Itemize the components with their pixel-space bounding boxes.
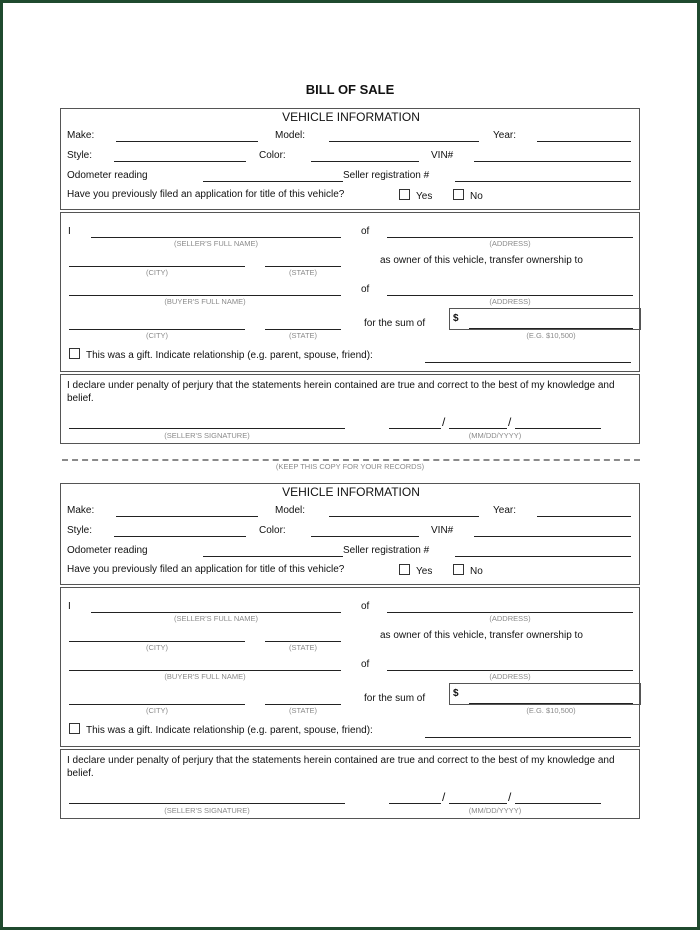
seller-signature-caption: (SELLER'S SIGNATURE) — [164, 806, 250, 815]
seller-name-caption: (SELLER'S FULL NAME) — [173, 239, 259, 248]
vin-label: VIN# — [431, 150, 454, 161]
dollar-sign: $ — [453, 688, 459, 699]
seller-state-caption: (STATE) — [288, 268, 318, 277]
seller-registration-label: Seller registration # — [343, 170, 430, 181]
seller-registration-label: Seller registration # — [343, 545, 430, 556]
date-year-field[interactable] — [515, 803, 601, 804]
title-yes-label: Yes — [416, 566, 433, 577]
model-field[interactable] — [329, 141, 479, 142]
year-field[interactable] — [537, 516, 631, 517]
vin-field[interactable] — [474, 161, 631, 162]
buyer-state-caption: (STATE) — [288, 706, 318, 715]
date-slash-1: / — [442, 415, 446, 429]
seller-registration-field[interactable] — [455, 556, 631, 557]
seller-registration-field[interactable] — [455, 181, 631, 182]
gift-checkbox[interactable] — [69, 348, 80, 359]
dollar-sign: $ — [453, 313, 459, 324]
sum-field[interactable] — [469, 703, 633, 704]
date-format-caption: (MM/DD/YYYY) — [468, 431, 522, 440]
odometer-label: Odometer reading — [67, 545, 148, 556]
seller-address-caption: (ADDRESS) — [489, 614, 531, 623]
page-title: BILL OF SALE — [305, 82, 395, 97]
style-field[interactable] — [114, 536, 246, 537]
gift-checkbox[interactable] — [69, 723, 80, 734]
vehicle-info-section — [60, 483, 640, 585]
seller-name-field[interactable] — [91, 237, 341, 238]
color-field[interactable] — [311, 536, 419, 537]
seller-state-field[interactable] — [265, 641, 341, 642]
title-question: Have you previously filed an application for title of this vehicle? — [67, 189, 345, 200]
model-label: Model: — [275, 130, 306, 141]
buyer-name-field[interactable] — [69, 295, 341, 296]
style-label: Style: — [67, 150, 93, 161]
vehicle-info-section — [60, 108, 640, 210]
buyer-address-caption: (ADDRESS) — [489, 297, 531, 306]
year-field[interactable] — [537, 141, 631, 142]
buyer-name-caption: (BUYER'S FULL NAME) — [164, 297, 246, 306]
date-month-field[interactable] — [389, 803, 441, 804]
buyer-state-field[interactable] — [265, 704, 341, 705]
seller-address-field[interactable] — [387, 612, 633, 613]
buyer-city-caption: (CITY) — [145, 331, 169, 340]
seller-city-field[interactable] — [69, 641, 245, 642]
seller-city-field[interactable] — [69, 266, 245, 267]
i-label: I — [68, 601, 71, 612]
date-format-caption: (MM/DD/YYYY) — [468, 806, 522, 815]
date-slash-1: / — [442, 790, 446, 804]
gift-relationship-field[interactable] — [425, 362, 631, 363]
transfer-text: as owner of this vehicle, transfer ownership to — [380, 630, 583, 641]
sum-box — [449, 683, 641, 705]
of-label-buyer: of — [361, 284, 370, 295]
seller-signature-caption: (SELLER'S SIGNATURE) — [164, 431, 250, 440]
gift-relationship-field[interactable] — [425, 737, 631, 738]
title-no-label: No — [470, 566, 483, 577]
title-yes-checkbox[interactable] — [399, 564, 410, 575]
date-slash-2: / — [508, 415, 512, 429]
sum-label: for the sum of — [364, 693, 426, 704]
odometer-label: Odometer reading — [67, 170, 148, 181]
make-field[interactable] — [116, 141, 258, 142]
buyer-address-caption: (ADDRESS) — [489, 672, 531, 681]
seller-address-field[interactable] — [387, 237, 633, 238]
year-label: Year: — [493, 505, 516, 516]
make-label: Make: — [67, 130, 95, 141]
title-question: Have you previously filed an application for title of this vehicle? — [67, 564, 345, 575]
of-label-buyer: of — [361, 659, 370, 670]
buyer-city-field[interactable] — [69, 704, 245, 705]
make-label: Make: — [67, 505, 95, 516]
year-label: Year: — [493, 130, 516, 141]
vehicle-info-heading: VEHICLE INFORMATION — [282, 110, 420, 124]
color-label: Color: — [259, 525, 286, 536]
gift-label: This was a gift. Indicate relationship (e.g. parent, spouse, friend): — [86, 725, 373, 736]
seller-signature-field[interactable] — [69, 428, 345, 429]
color-field[interactable] — [311, 161, 419, 162]
buyer-address-field[interactable] — [387, 670, 633, 671]
sum-box — [449, 308, 641, 330]
seller-city-caption: (CITY) — [145, 643, 169, 652]
title-no-checkbox[interactable] — [453, 189, 464, 200]
model-label: Model: — [275, 505, 306, 516]
declaration-section — [60, 749, 640, 819]
make-field[interactable] — [116, 516, 258, 517]
style-label: Style: — [67, 525, 93, 536]
date-day-field[interactable] — [449, 428, 507, 429]
seller-state-field[interactable] — [265, 266, 341, 267]
gift-label: This was a gift. Indicate relationship (e.g. parent, spouse, friend): — [86, 350, 373, 361]
vin-label: VIN# — [431, 525, 454, 536]
sum-field[interactable] — [469, 328, 633, 329]
buyer-state-field[interactable] — [265, 329, 341, 330]
color-label: Color: — [259, 150, 286, 161]
buyer-name-field[interactable] — [69, 670, 341, 671]
date-year-field[interactable] — [515, 428, 601, 429]
parties-section — [60, 587, 640, 747]
seller-state-caption: (STATE) — [288, 643, 318, 652]
declaration-text: I declare under penalty of perjury that the statements herein contained are true and correct to the best of my knowledge and belief. — [67, 755, 615, 779]
declaration-section — [60, 374, 640, 444]
sum-label: for the sum of — [364, 318, 426, 329]
odometer-field[interactable] — [203, 181, 343, 182]
date-month-field[interactable] — [389, 428, 441, 429]
seller-name-field[interactable] — [91, 612, 341, 613]
cut-line — [62, 459, 640, 461]
title-no-label: No — [470, 191, 483, 202]
sum-example-caption: (E.G. $10,500) — [526, 331, 576, 340]
model-field[interactable] — [329, 516, 479, 517]
title-no-checkbox[interactable] — [453, 564, 464, 575]
date-day-field[interactable] — [449, 803, 507, 804]
declaration-text: I declare under penalty of perjury that the statements herein contained are true and correct to the best of my knowledge and belief. — [67, 380, 615, 404]
title-yes-checkbox[interactable] — [399, 189, 410, 200]
of-label: of — [361, 601, 370, 612]
buyer-state-caption: (STATE) — [288, 331, 318, 340]
seller-address-caption: (ADDRESS) — [489, 239, 531, 248]
transfer-text: as owner of this vehicle, transfer ownership to — [380, 255, 583, 266]
parties-section — [60, 212, 640, 372]
title-yes-label: Yes — [416, 191, 433, 202]
of-label: of — [361, 226, 370, 237]
style-field[interactable] — [114, 161, 246, 162]
i-label: I — [68, 226, 71, 237]
sum-example-caption: (E.G. $10,500) — [526, 706, 576, 715]
seller-city-caption: (CITY) — [145, 268, 169, 277]
odometer-field[interactable] — [203, 556, 343, 557]
seller-signature-field[interactable] — [69, 803, 345, 804]
seller-name-caption: (SELLER'S FULL NAME) — [173, 614, 259, 623]
date-slash-2: / — [508, 790, 512, 804]
buyer-name-caption: (BUYER'S FULL NAME) — [164, 672, 246, 681]
vin-field[interactable] — [474, 536, 631, 537]
vehicle-info-heading: VEHICLE INFORMATION — [282, 485, 420, 499]
buyer-city-field[interactable] — [69, 329, 245, 330]
buyer-city-caption: (CITY) — [145, 706, 169, 715]
buyer-address-field[interactable] — [387, 295, 633, 296]
keep-copy-note: (KEEP THIS COPY FOR YOUR RECORDS) — [275, 462, 425, 471]
